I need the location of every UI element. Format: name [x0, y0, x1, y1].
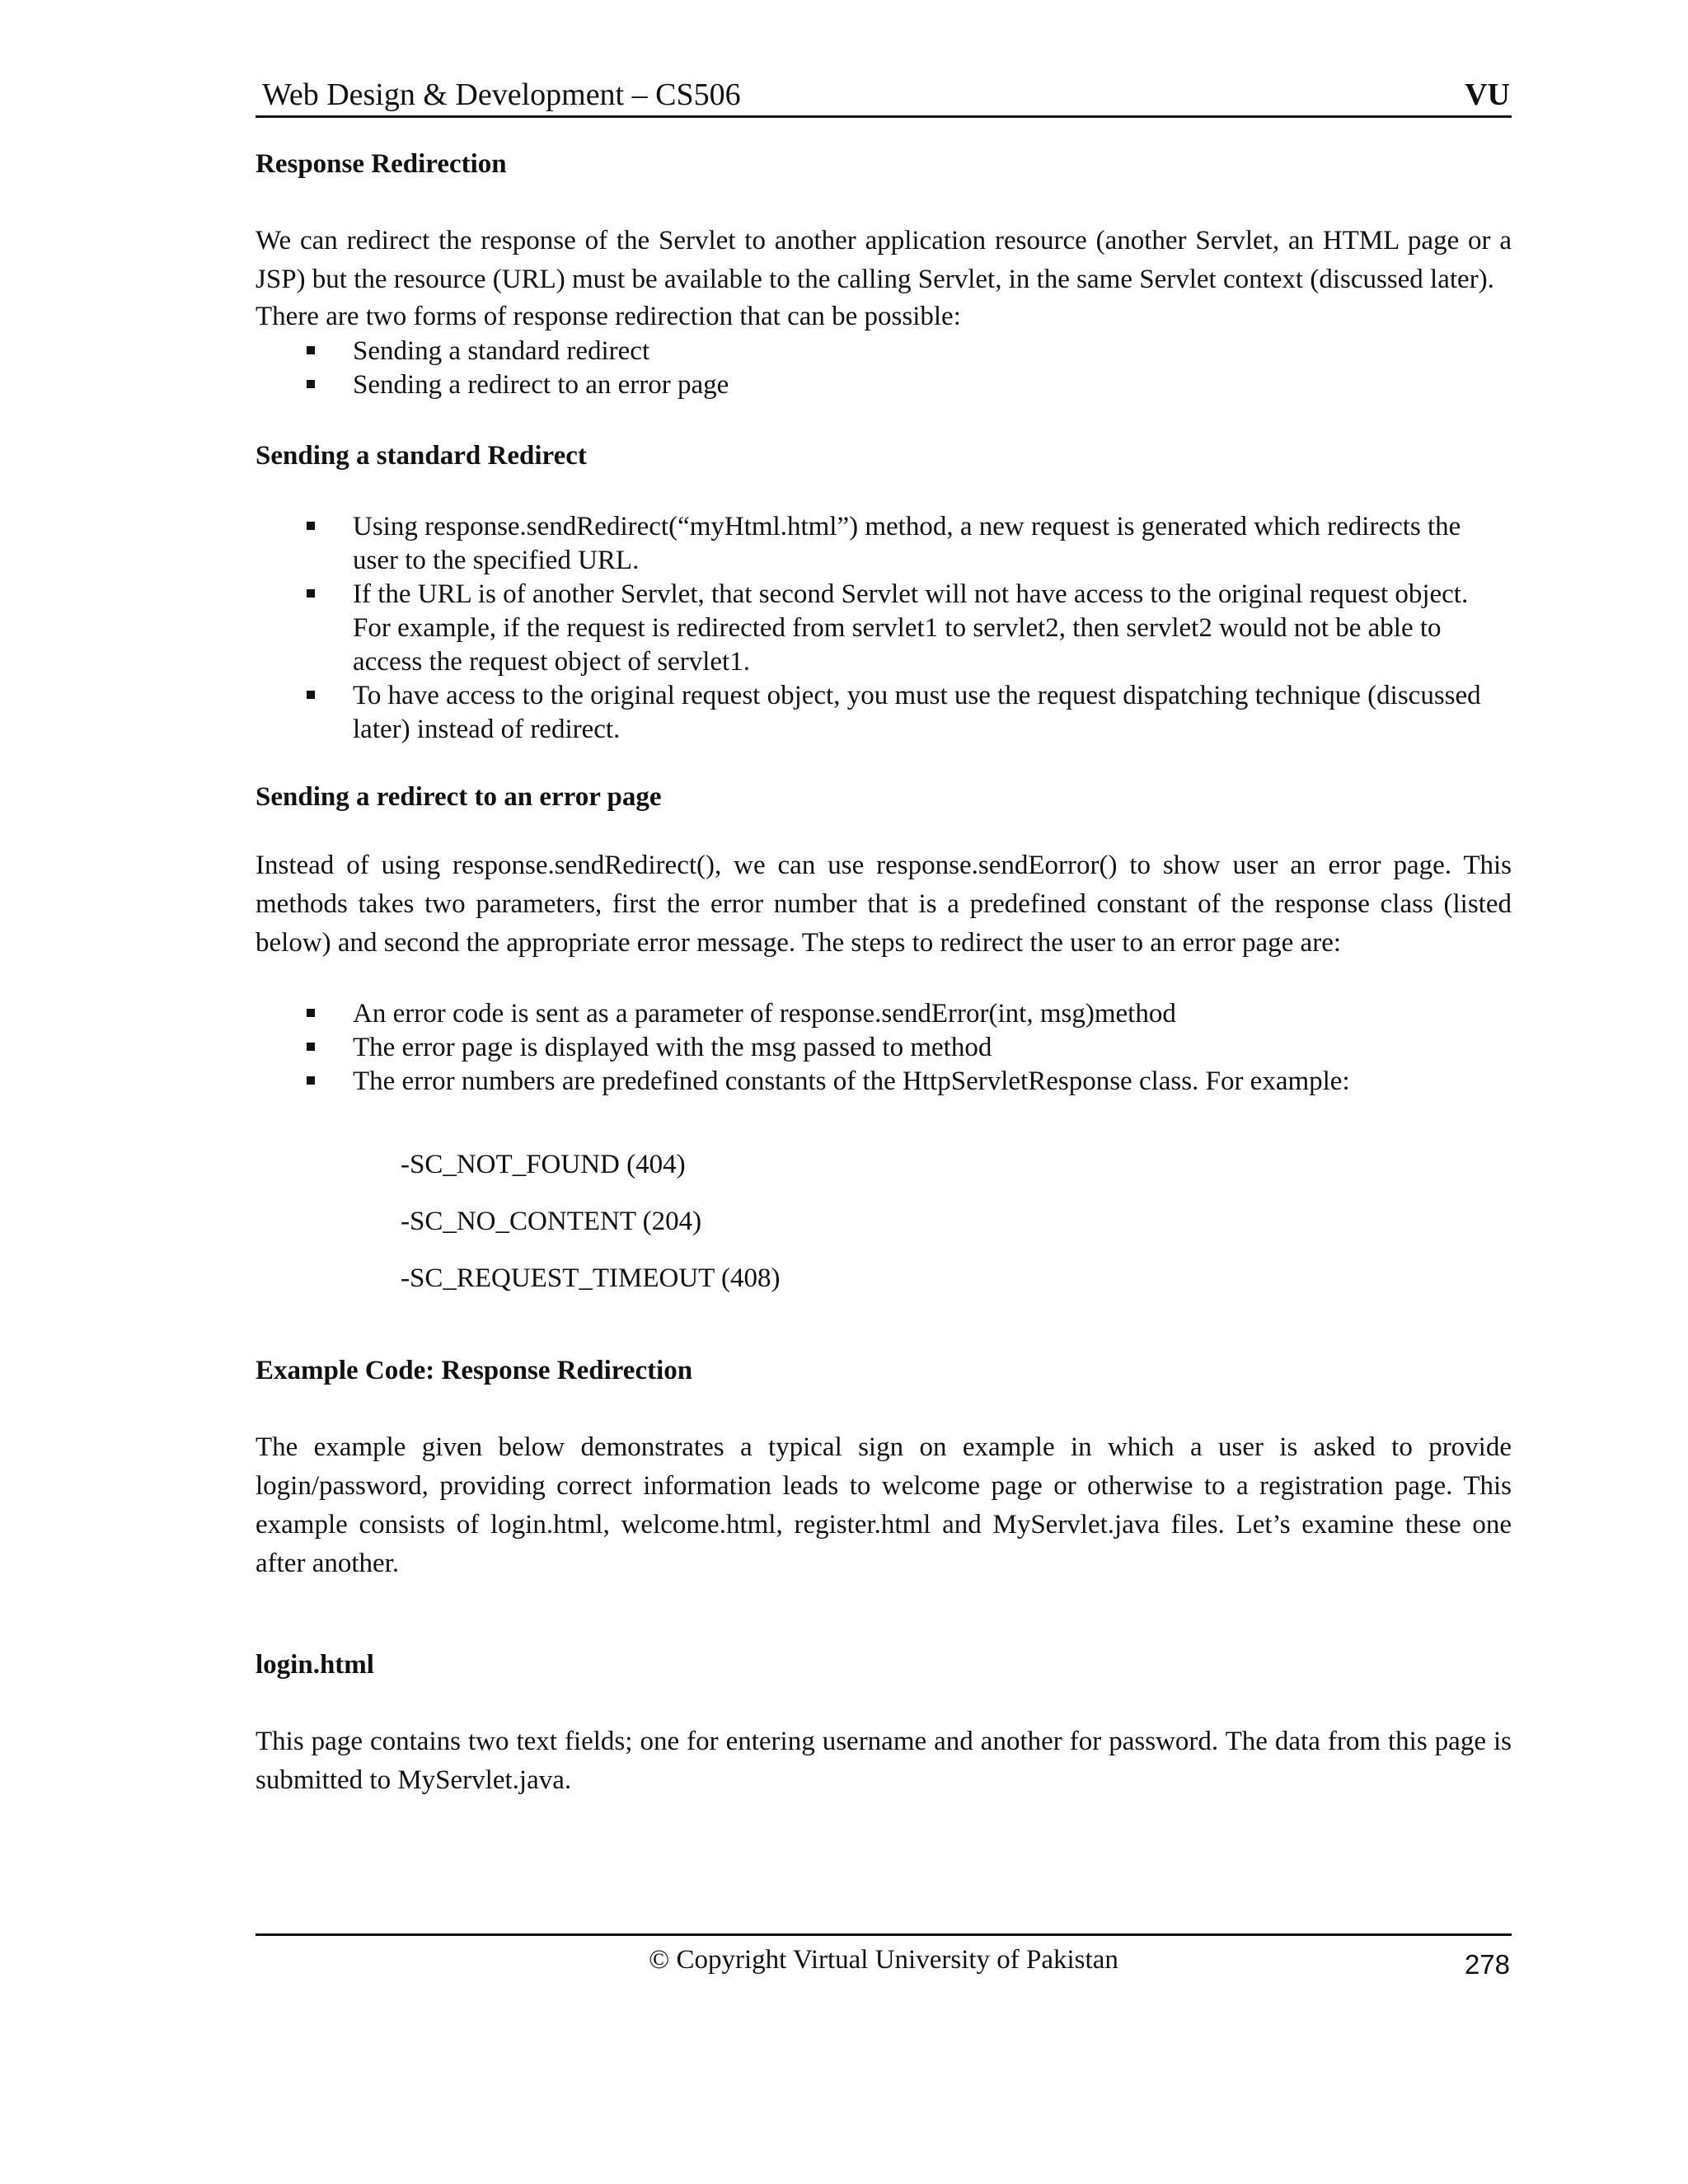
- list-item: [353, 335, 1512, 368]
- list-item: [353, 1031, 1512, 1065]
- list-item-text: The error page is displayed with the msg passed to method: [353, 1033, 992, 1062]
- heading-standard-redirect: Sending a standard Redirect: [256, 441, 587, 471]
- paragraph-login-html: This page contains two text fields; one for entering username and another for password. The data from this page is submitted to MyServlet.java.: [256, 1727, 1512, 1795]
- heading-example-code: Example Code: Response Redirection: [256, 1356, 693, 1385]
- bullet-icon: [307, 691, 315, 699]
- bullet-list-redirection-forms: [256, 335, 1512, 402]
- list-item: [353, 368, 1512, 402]
- list-item: [353, 1065, 1512, 1099]
- paragraph-redirection-forms: There are two forms of response redirection that can be possible:: [256, 302, 961, 331]
- bullet-list-error-steps: [256, 997, 1512, 1099]
- list-item-text: Sending a standard redirect: [353, 336, 650, 366]
- error-code-item: -SC_REQUEST_TIMEOUT (408): [401, 1263, 781, 1293]
- bullet-icon: [307, 1043, 315, 1051]
- paragraph-redirection-intro: We can redirect the response of the Servlet to another application resource (another Servlet, an HTML page or a JSP) but the resource (URL) must be available to the calling Servlet, in the same Servlet context (discussed later).: [256, 226, 1512, 294]
- list-item: [353, 510, 1512, 578]
- bullet-icon: [307, 589, 315, 598]
- list-item: [353, 997, 1512, 1031]
- heading-error-redirect: Sending a redirect to an error page: [256, 782, 662, 812]
- bullet-icon: [307, 1009, 315, 1017]
- list-item-text: An error code is sent as a parameter of response.sendError(int, msg)method: [353, 999, 1176, 1029]
- paragraph-example-code: The example given below demonstrates a typical sign on example in which a user is asked to provide login/password, providing correct information leads to welcome page or otherwise to a registration page. This example consists of login.html, welcome.html, register.html and MyServlet.java files. Let’s examine these one after another.: [256, 1432, 1512, 1578]
- header-vu-label: VU: [1465, 77, 1510, 112]
- list-item-text: To have access to the original request object, you must use the request dispatching technique (discussed later) instead of redirect.: [353, 681, 1481, 744]
- list-item-text: Sending a redirect to an error page: [353, 370, 729, 400]
- footer-copyright: © Copyright Virtual University of Pakistan: [649, 1945, 1118, 1975]
- list-item-text: The error numbers are predefined constants of the HttpServletResponse class. For example:: [353, 1066, 1350, 1096]
- page-footer: [256, 1933, 1512, 1980]
- list-item: [353, 578, 1512, 679]
- bullet-icon: [307, 522, 315, 530]
- bullet-icon: [307, 380, 315, 388]
- list-item-text: Using response.sendRedirect(“myHtml.html”) method, a new request is generated which redirects the user to the specified URL.: [353, 512, 1461, 575]
- bullet-icon: [307, 346, 315, 354]
- paragraph-error-redirect: Instead of using response.sendRedirect(), we can use response.sendEorror() to show user an error page. This methods takes two parameters, first the error number that is a predefined constant of the response class (listed below) and second the appropriate error message. The steps to redirect the user to an error page are:: [256, 851, 1512, 958]
- bullet-list-standard-redirect: [256, 510, 1512, 747]
- error-code-list: [256, 1137, 1512, 1307]
- header-course-title: Web Design & Development – CS506: [262, 77, 741, 112]
- heading-response-redirection: Response Redirection: [256, 149, 507, 179]
- page-content: [256, 147, 1512, 1800]
- list-item-text: If the URL is of another Servlet, that second Servlet will not have access to the original request object. For example, if the request is redirected from servlet1 to servlet2, then servlet2 would not be able to access the request object of servlet1.: [353, 579, 1469, 677]
- error-code-item: -SC_NO_CONTENT (204): [401, 1207, 702, 1236]
- page-header: [256, 76, 1512, 118]
- footer-page-number: 278: [1464, 1949, 1510, 1980]
- bullet-icon: [307, 1076, 315, 1085]
- list-item: [353, 679, 1512, 747]
- heading-login-html: login.html: [256, 1650, 374, 1680]
- error-code-item: -SC_NOT_FOUND (404): [401, 1150, 686, 1179]
